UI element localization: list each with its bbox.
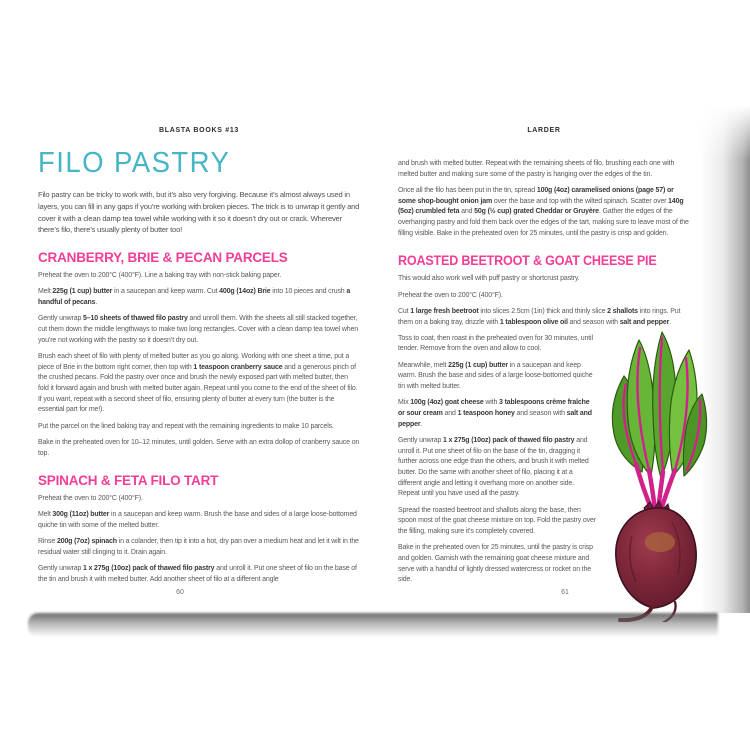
- book-bottom-shadow: [28, 613, 718, 637]
- recipe-heading-cranberry-brie-pecan-parcels: CRANBERRY, BRIE & PECAN PARCELS: [38, 250, 288, 266]
- paragraph: Meanwhile, melt 225g (1 cup) butter in a saucepan and keep warm. Brush the base and sides of a large loose-bottomed quiche tin with melted butter.: [398, 361, 593, 391]
- paragraph: Once all the filo has been put in the tin, spread 100g (4oz) caramelised onions (page 57) or some shop-bought onion jam over the base and top with the wilted spinach. Scatter over 140g (5oz) crumbled feta and 50g (½ cup) grated Cheddar or Gruyère. Gather the edges of the overhanging pastry and fold them back over the edges of the tart, making sure to leave most of the filling visible. Bake in the preheated oven for 25 minutes, until the pastry is crisp and golden.: [398, 186, 689, 237]
- recipe-paragraphs: [38, 494, 360, 585]
- recipe-paragraphs: [38, 271, 360, 459]
- intro-paragraph: Filo pastry can be tricky to work with, but it’s also very forgiving. Because it’s almost always used in layers, you can fill in any gaps if you’re working with broken pieces. The trick is to unwrap it gently and cover it with a clean damp tea towel while working with it so it doesn’t dry out or crack. Wherever there’s filo, there’s usually plenty of butter too!: [38, 190, 360, 235]
- page-number-left: 60: [176, 589, 184, 596]
- recipe-heading-spinach-feta-filo-tart: SPINACH & FETA FILO TART: [38, 473, 219, 489]
- paragraph: Gently unwrap 1 x 275g (10oz) pack of thawed filo pastry and unroll it. Put one sheet of filo on the base of the tin and brush it with melted butter. Add another sheet of filo at a different angle: [38, 565, 357, 583]
- paragraph: Gently unwrap 5–10 sheets of thawed filo pastry and unroll them. With the sheets all still stacked together, cut them down the middle lengthways to make two long rectangles. Cover with a clean damp tea towel when you’re not working with the pastry so it doesn’t dry out.: [38, 315, 358, 344]
- running-head: LARDER: [527, 127, 561, 134]
- paragraph: Toss to coat, then roast in the preheated oven for 30 minutes, until tender. Remove from the oven and allow to cool.: [398, 334, 593, 353]
- page-number-right: 61: [561, 589, 569, 596]
- paragraph: Cut 1 large fresh beetroot into slices 2.5cm (1in) thick and thinly slice 2 shallots into rings. Put them on a baking tray, drizzle with 1 tablespoon olive oil and season with salt and pepper.: [398, 307, 681, 326]
- paragraph: Put the parcel on the lined baking tray and repeat with the remaining ingredients to make 10 parcels.: [38, 422, 334, 430]
- paragraph: Melt 300g (11oz) butter in a saucepan and keep warm. Brush the base and sides of a large loose-bottomed quiche tin with some of the melted butter.: [38, 511, 357, 530]
- beetroot-illustration: [602, 330, 712, 622]
- paragraph: Rinse 200g (7oz) spinach in a colander, then tip it into a hot, dry pan over a medium heat and let it wilt in the residual water still clinging to it. Drain again.: [38, 538, 359, 557]
- paragraph: Mix 100g (4oz) goat cheese with 3 tablespoons crème fraîche or sour cream and 1 teaspoon honey and season with salt and pepper.: [398, 399, 592, 428]
- paragraph: Bake in the preheated oven for 10–12 minutes, until golden. Serve with an extra dollop of cranberry sauce on top.: [38, 438, 360, 457]
- paragraph: and brush with melted butter. Repeat with the remaining sheets of filo, brushing each one with melted butter and making sure some of the pastry is hanging over the edges of the tin.: [398, 160, 675, 178]
- paragraph: Gently unwrap 1 x 275g (10oz) pack of thawed filo pastry and unroll it. Put one sheet of filo on the base of the tin, dragging it further across one edge than the others, and brush it with melted butter. Do the same with another sheet of filo, placing it at a different angle and letting it overhang more on another side. Repeat until you have used all the pastry.: [398, 436, 589, 498]
- recipe-paragraphs-continuation: [398, 159, 690, 239]
- book-spread: [12, 30, 742, 613]
- paragraph: Preheat the oven to 200°C (400°F). Line a baking tray with non-stick baking paper.: [38, 272, 282, 280]
- paragraph: Brush each sheet of filo with plenty of melted butter as you go along. Working with one sheet a time, put a piece of Brie in the bottom right corner, then top with 1 teaspoon cranberry sauce and a generous pinch of the crushed pecans. Fold the pastry over once and brush the newly exposed part with melted butter, then fold it forward again and brush with melted butter again. Repeat until you come to the end of the sheet of filo. If you want, repeat with a second sheet of filo, ensuring plenty of butter at every turn (the butter is the essential part for me!).: [38, 352, 358, 414]
- paragraph: This would also work well with puff pastry or shortcrust pastry.: [398, 275, 580, 283]
- paragraph: Preheat the oven to 200°C (400°F).: [398, 291, 503, 299]
- recipe-heading-roasted-beetroot-goat-cheese-pie: ROASTED BEETROOT & GOAT CHEESE PIE: [398, 253, 657, 269]
- page-edge-shadow: [700, 105, 750, 613]
- paragraph: Preheat the oven to 200°C (400°F).: [38, 495, 143, 503]
- paragraph: Melt 225g (1 cup) butter in a saucepan and keep warm. Cut 400g (14oz) Brie into 10 pieces and crush a handful of pecans.: [38, 288, 351, 307]
- chapter-title: FILO PASTRY: [38, 147, 231, 179]
- paragraph: Spread the roasted beetroot and shallots along the base, then spoon most of the goat cheese mixture on top. Fold the pastry over the filling, making sure it’s completely covered.: [398, 506, 596, 535]
- page-left: [38, 30, 360, 613]
- running-head: BLASTA BOOKS #13: [158, 127, 240, 134]
- paragraph: Bake in the preheated oven for 25 minutes, until the pastry is crisp and golden. Garnish with the remaining goat cheese mixture and serve with a handful of lightly dressed watercress or rocket on the side.: [398, 544, 593, 584]
